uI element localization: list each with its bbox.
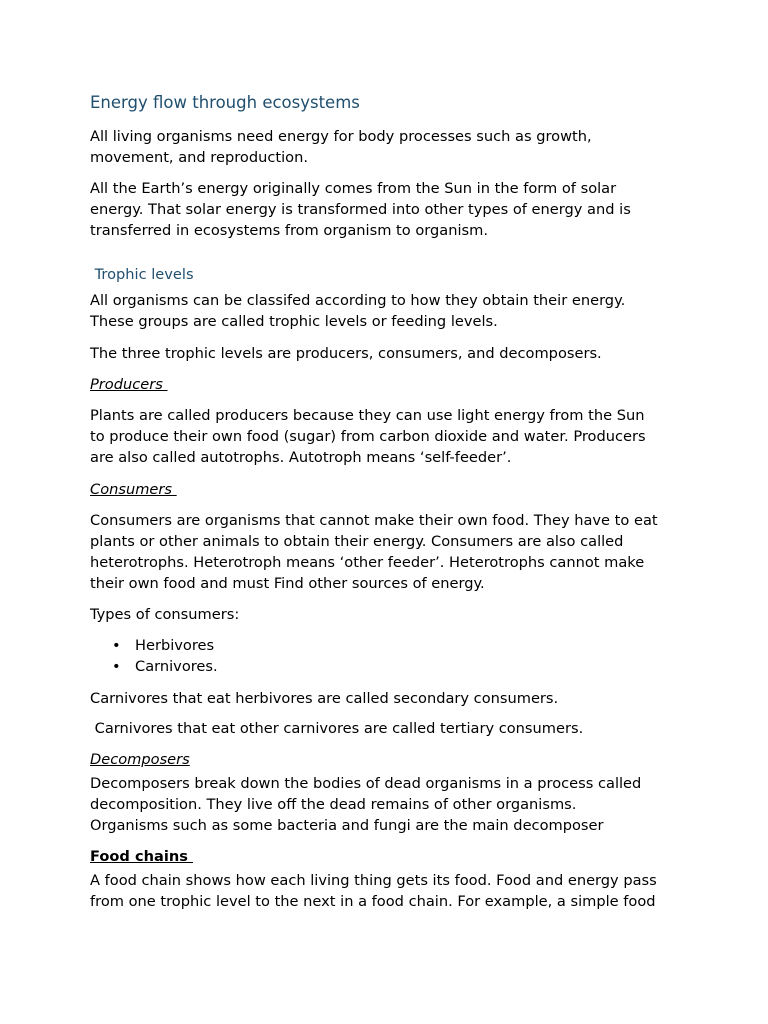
text-line: Decomposers break down the bodies of dead organisms in a process called bbox=[90, 775, 642, 792]
text-line: are also called autotrophs. Autotroph means ‘self-feeder’. bbox=[90, 449, 512, 466]
list-item-label: Carnivores. bbox=[135, 658, 218, 675]
types-of-consumers-label: Types of consumers: bbox=[90, 606, 240, 623]
list-item bbox=[90, 635, 218, 656]
text-line: transferred in ecosystems from organism to organism. bbox=[90, 222, 488, 239]
producers-paragraph bbox=[90, 405, 646, 468]
trophic-paragraph-2: The three trophic levels are producers, consumers, and decomposers. bbox=[90, 345, 602, 362]
list-item-label: Herbivores bbox=[135, 637, 215, 654]
text-line: plants or other animals to obtain their energy. Consumers are also called bbox=[90, 533, 624, 550]
text-line: heterotrophs. Heterotroph means ‘other feeder’. Heterotrophs cannot make bbox=[90, 554, 645, 571]
secondary-consumers-paragraph: Carnivores that eat herbivores are called secondary consumers. bbox=[90, 690, 559, 707]
text-line: Consumers are organisms that cannot make their own food. They have to eat bbox=[90, 512, 658, 529]
text-line: their own food and must Find other sources of energy. bbox=[90, 575, 485, 592]
consumers-heading: Consumers bbox=[90, 481, 177, 498]
food-chains-paragraph bbox=[90, 870, 657, 912]
text-line: Plants are called producers because they can use light energy from the Sun bbox=[90, 407, 645, 424]
tertiary-consumers-paragraph: Carnivores that eat other carnivores are called tertiary consumers. bbox=[90, 720, 584, 737]
food-chains-heading: Food chains bbox=[90, 848, 194, 865]
producers-heading: Producers bbox=[90, 376, 168, 393]
text-line: to produce their own food (sugar) from carbon dioxide and water. Producers bbox=[90, 428, 646, 445]
text-line: decomposition. They live off the dead remains of other organisms. bbox=[90, 796, 577, 813]
bullet-icon: • bbox=[112, 637, 121, 654]
consumer-types-list bbox=[90, 635, 218, 677]
consumers-paragraph bbox=[90, 510, 658, 594]
trophic-paragraph-1 bbox=[90, 290, 625, 332]
text-line: All the Earth’s energy originally comes from the Sun in the form of solar bbox=[90, 180, 617, 197]
text-line: All organisms can be classifed according to how they obtain their energy. bbox=[90, 292, 626, 309]
decomposers-paragraph bbox=[90, 773, 641, 836]
decomposers-heading: Decomposers bbox=[90, 751, 190, 768]
text-line: All living organisms need energy for body processes such as growth, bbox=[90, 128, 592, 145]
intro-paragraph-1 bbox=[90, 126, 592, 168]
text-line: Organisms such as some bacteria and fungi are the main decomposer bbox=[90, 817, 604, 834]
text-line: A food chain shows how each living thing gets its food. Food and energy pass bbox=[90, 872, 657, 889]
text-line: movement, and reproduction. bbox=[90, 149, 308, 166]
text-line: These groups are called trophic levels or feeding levels. bbox=[90, 313, 498, 330]
list-item bbox=[90, 656, 218, 677]
bullet-icon: • bbox=[112, 658, 121, 675]
text-line: from one trophic level to the next in a food chain. For example, a simple food bbox=[90, 893, 656, 910]
document-title: Energy flow through ecosystems bbox=[90, 93, 360, 112]
text-line: energy. That solar energy is transformed into other types of energy and is bbox=[90, 201, 631, 218]
trophic-levels-heading: Trophic levels bbox=[90, 266, 194, 283]
intro-paragraph-2 bbox=[90, 178, 631, 241]
